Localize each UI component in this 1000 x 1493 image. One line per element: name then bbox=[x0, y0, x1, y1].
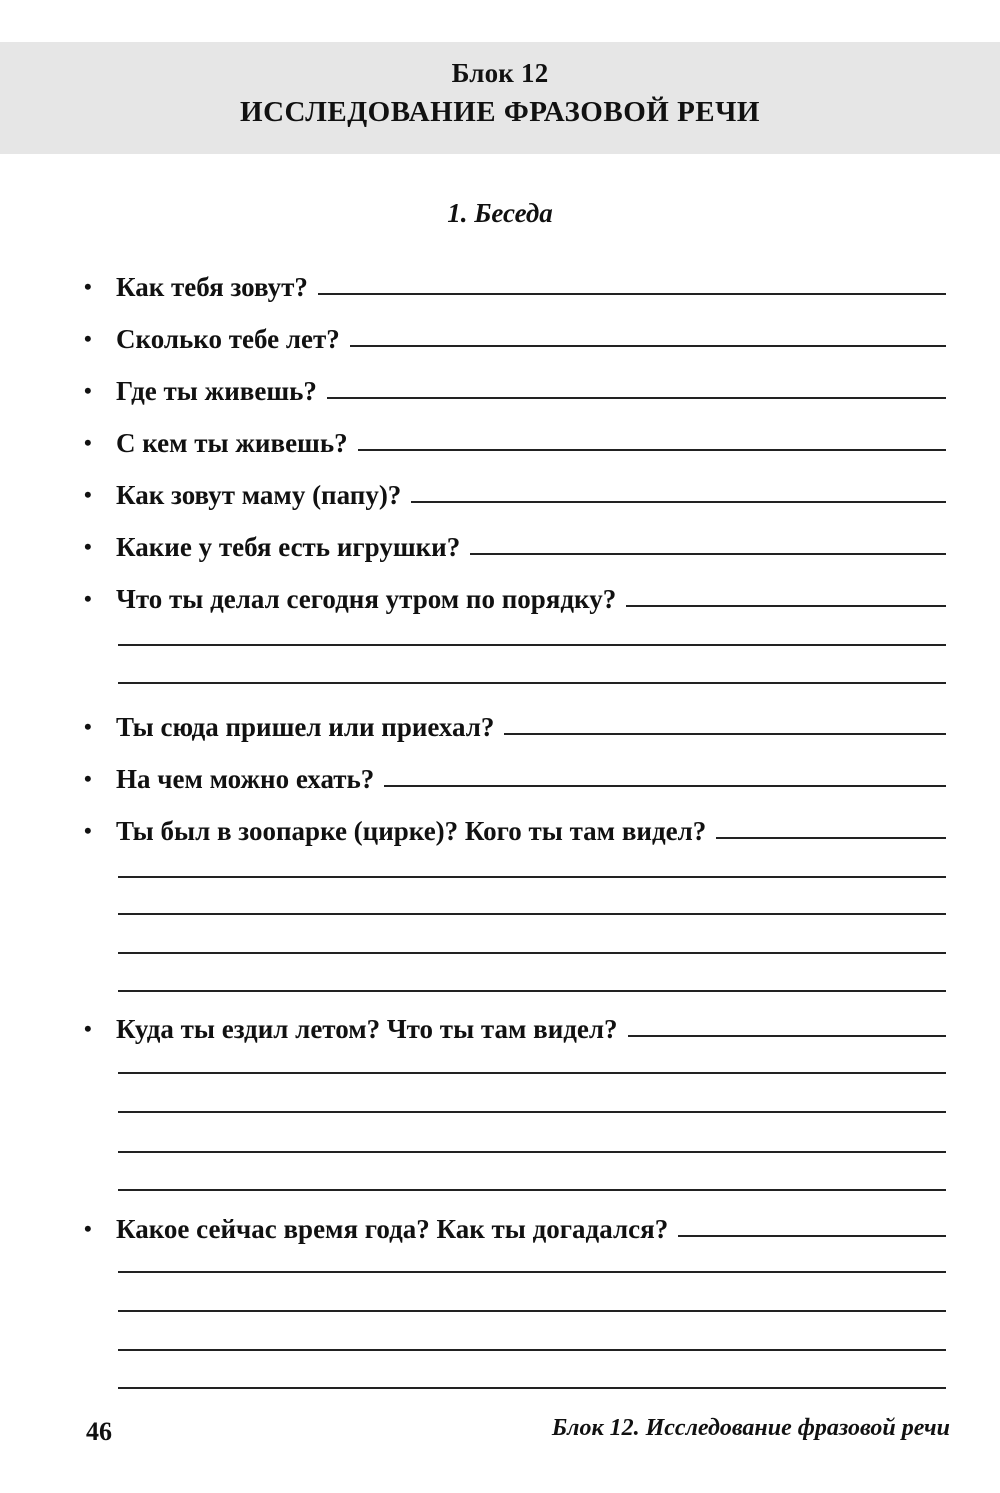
answer-field[interactable] bbox=[716, 837, 946, 839]
answer-field[interactable] bbox=[678, 1235, 946, 1237]
question-text: Ты сюда пришел или приехал? bbox=[116, 712, 495, 742]
running-title: Блок 12. Исследование фразовой речи bbox=[551, 1415, 950, 1441]
bullet: • bbox=[84, 482, 92, 507]
question-text: Куда ты ездил летом? Что ты там видел? bbox=[116, 1014, 618, 1044]
bullet: • bbox=[84, 714, 92, 739]
answer-line[interactable] bbox=[118, 990, 946, 992]
question-item bbox=[84, 314, 946, 354]
question-text: Где ты живешь? bbox=[116, 376, 317, 406]
bullet: • bbox=[84, 378, 92, 403]
question-text: На чем можно ехать? bbox=[116, 764, 375, 794]
bullet: • bbox=[84, 1216, 92, 1241]
bullet: • bbox=[84, 766, 92, 791]
question-item bbox=[84, 1204, 946, 1244]
section-title: 1. Беседа bbox=[447, 198, 553, 228]
bullet: • bbox=[84, 818, 92, 843]
bullet: • bbox=[84, 534, 92, 559]
question-text: Сколько тебе лет? bbox=[116, 324, 340, 354]
answer-line[interactable] bbox=[118, 876, 946, 878]
answer-line[interactable] bbox=[118, 1151, 946, 1153]
answer-line[interactable] bbox=[118, 682, 946, 684]
question-text: С кем ты живешь? bbox=[116, 428, 348, 458]
answer-line[interactable] bbox=[118, 1387, 946, 1389]
answer-field[interactable] bbox=[358, 449, 946, 451]
answer-line[interactable] bbox=[118, 1189, 946, 1191]
answer-field[interactable] bbox=[318, 293, 946, 295]
bullet: • bbox=[84, 274, 92, 299]
question-item bbox=[84, 754, 946, 794]
answer-line[interactable] bbox=[118, 644, 946, 646]
answer-field[interactable] bbox=[384, 785, 946, 787]
answer-field[interactable] bbox=[411, 501, 946, 503]
question-text: Что ты делал сегодня утром по порядку? bbox=[116, 584, 617, 614]
page-number: 46 bbox=[86, 1417, 112, 1446]
answer-line[interactable] bbox=[118, 952, 946, 954]
answer-field[interactable] bbox=[327, 397, 946, 399]
question-item bbox=[84, 470, 946, 510]
question-item bbox=[84, 366, 946, 406]
question-text: Как зовут маму (папу)? bbox=[116, 480, 402, 510]
question-item bbox=[84, 522, 946, 562]
block-title: ИССЛЕДОВАНИЕ ФРАЗОВОЙ РЕЧИ bbox=[240, 96, 760, 128]
question-item bbox=[84, 574, 946, 614]
answer-line[interactable] bbox=[118, 1111, 946, 1113]
bullet: • bbox=[84, 586, 92, 611]
answer-field[interactable] bbox=[626, 605, 946, 607]
question-text: Ты был в зоопарке (цирке)? Кого ты там видел? bbox=[116, 816, 707, 846]
bullet: • bbox=[84, 326, 92, 351]
answer-line[interactable] bbox=[118, 1072, 946, 1074]
bullet: • bbox=[84, 1016, 92, 1041]
answer-field[interactable] bbox=[504, 733, 946, 735]
answer-line[interactable] bbox=[118, 1349, 946, 1351]
answer-line[interactable] bbox=[118, 1271, 946, 1273]
question-item bbox=[84, 702, 946, 742]
question-text: Какое сейчас время года? Как ты догадался? bbox=[116, 1214, 669, 1244]
answer-field[interactable] bbox=[470, 553, 946, 555]
answer-field[interactable] bbox=[628, 1035, 946, 1037]
answer-field[interactable] bbox=[350, 345, 946, 347]
question-item bbox=[84, 1004, 946, 1044]
question-item bbox=[84, 806, 946, 846]
question-text: Какие у тебя есть игрушки? bbox=[116, 532, 461, 562]
answer-line[interactable] bbox=[118, 913, 946, 915]
question-item bbox=[84, 418, 946, 458]
block-label: Блок 12 bbox=[451, 58, 549, 88]
answer-line[interactable] bbox=[118, 1310, 946, 1312]
question-item bbox=[84, 262, 946, 302]
bullet: • bbox=[84, 430, 92, 455]
question-text: Как тебя зовут? bbox=[116, 272, 308, 302]
